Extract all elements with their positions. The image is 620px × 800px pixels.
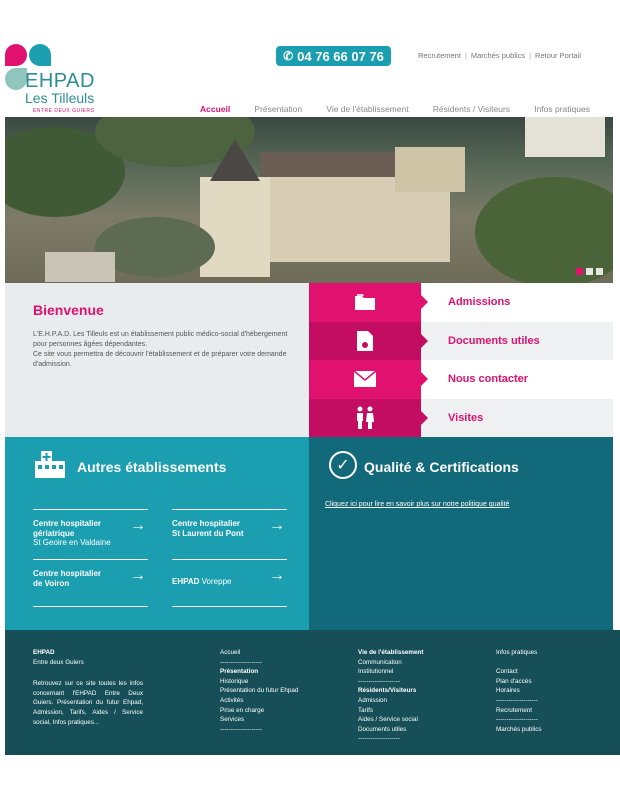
footer-separator: -------------------- [358,677,400,685]
arrow-shape [421,411,428,425]
footer-col-accueil [220,648,320,734]
visitors-icon [354,406,376,430]
document-icon [356,330,374,352]
qualite-section [309,437,613,630]
welcome-text-1: L'E.H.P.A.D. Les Tilleuls est un établissement public médico-social d'hébergement pour personnes âgées dépendantes. [33,331,288,348]
arrow-right-icon: → [269,567,285,584]
footer-link[interactable]: Services [220,716,245,724]
etab-name: Centre hospitalier [172,519,241,528]
arrow-shape [421,295,428,309]
separator: | [529,51,532,60]
etab-location: Voreppe [201,577,232,586]
etab-name: EHPAD [172,577,200,586]
footer-spacer [496,658,596,668]
etab-link-st-laurent[interactable] [172,509,287,557]
nav-residents-visiteurs[interactable]: Résidents / Visiteurs [432,104,511,114]
separator: | [464,51,467,60]
slide-dot[interactable] [596,268,603,275]
autres-etablissements-section [5,437,309,630]
quick-link-contact[interactable] [309,360,613,399]
logo-petal-icon [5,68,27,90]
footer-link[interactable]: Admission [358,696,388,704]
quick-link-icon-box [309,360,421,399]
etab-location: St Laurent du Pont [172,528,244,538]
logo[interactable] [5,44,115,116]
etab-name: Centre hospitalier gériatrique [33,519,102,538]
footer-link[interactable]: Tarifs [358,706,374,714]
logo-title: EHPAD [25,70,95,92]
footer-description: Retrouvez sur ce site toutes les infos concernant l'EHPAD Entre Deux Guiers. Présentation du futur Ehpad, Admission, Tarifs, Aides / Service social, Infos pratiques... [33,680,143,726]
nav-accueil[interactable]: Accueil [200,104,231,114]
footer-link[interactable]: Horaires [496,687,520,695]
footer-link[interactable]: Présentation du futur Ehpad [220,687,299,695]
footer-link[interactable]: Accueil [220,649,241,656]
top-link-portail[interactable]: Retour Portail [535,51,581,60]
quick-link-icon-box [309,399,421,438]
footer-link[interactable]: Aides / Service social [358,716,418,724]
main-nav [200,104,590,114]
footer-separator: -------------------- [220,658,262,666]
footer-title: EHPAD [33,649,55,656]
nav-presentation[interactable]: Présentation [254,104,303,114]
hero-image [5,117,613,283]
quick-link-visites[interactable] [309,399,613,438]
welcome-title: Bienvenue [33,302,104,318]
footer-col-infos [496,648,596,734]
qualite-title: Qualité & Certifications [364,459,519,475]
divider [172,606,287,607]
footer-link[interactable]: Recrutement [496,706,533,714]
footer-link[interactable]: Infos pratiques [496,649,538,656]
nav-infos-pratiques[interactable]: Infos pratiques [534,104,590,114]
etab-link-st-geoire[interactable] [33,509,148,557]
quick-link-icon-box [309,322,421,361]
arrow-shape [421,334,428,348]
footer-separator: -------------------- [496,696,538,704]
phone-button[interactable] [276,46,391,66]
etab-location: St Geoire en Valdaine [33,538,111,547]
footer-link[interactable]: Institutionnel [358,668,394,676]
phone-icon: ✆ [283,49,294,63]
arrow-right-icon: → [130,517,146,534]
footer-link[interactable]: Contact [496,668,518,676]
quick-link-icon-box [309,283,421,322]
welcome-section [5,283,309,437]
quick-link-label: Visites [421,399,613,438]
etab-link-voreppe[interactable] [172,559,287,607]
phone-number: 04 76 66 07 76 [297,48,384,64]
quick-link-label: Admissions [421,283,613,322]
footer-link[interactable]: Vie de l'établissement [358,649,424,656]
footer-link[interactable]: Communication [358,658,402,666]
footer-separator: -------------------- [496,716,538,724]
footer-link[interactable]: Activités [220,696,244,704]
quick-link-documents[interactable] [309,322,613,361]
envelope-icon [353,370,377,388]
logo-petal-icon [29,44,51,66]
top-link-recrutement[interactable]: Recrutement [418,51,461,60]
etab-text [172,519,260,538]
footer-separator: -------------------- [220,725,262,733]
footer-subtitle: Entre deux Guiers [33,658,84,666]
etab-location: de Voiron [33,578,70,588]
etab-text [172,577,260,587]
etab-link-voiron[interactable] [33,559,148,607]
logo-subtitle: Les Tilleuls [25,90,95,106]
top-links [418,51,581,60]
footer-link[interactable]: Plan d'accès [496,677,532,685]
hospital-icon [33,449,67,479]
slide-dot[interactable] [586,268,593,275]
welcome-text [33,330,288,370]
qualite-link[interactable]: Cliquez ici pour lire en savoir plus sur notre politique qualité [325,501,510,508]
folder-icon [354,293,376,311]
quick-links [309,283,613,437]
footer-col-about [33,648,143,727]
slide-dot[interactable] [576,268,583,275]
arrow-right-icon: → [269,517,285,534]
arrow-right-icon: → [130,567,146,584]
etab-text [33,569,121,588]
slider-dots[interactable] [576,268,603,275]
quick-link-label: Documents utiles [421,322,613,361]
etab-text [33,519,121,548]
logo-petal-icon [5,44,27,66]
footer-link[interactable]: Documents utiles [358,725,407,733]
logo-tagline: ENTRE DEUX GUIERS [33,108,95,114]
welcome-text-2: Ce site vous permettra de découvrir l'établissement et de préparer votre demande d'admission. [33,351,287,368]
top-link-marches[interactable]: Marchés publics [470,51,526,60]
footer-link[interactable]: Présentation [220,668,259,676]
footer-link[interactable]: Résidents/Visiteurs [358,687,417,695]
footer-link[interactable]: Historique [220,677,249,685]
nav-vie-etablissement[interactable]: Vie de l'établissement [326,104,409,114]
arrow-shape [421,372,428,386]
autres-title: Autres établissements [77,459,227,475]
quick-link-admissions[interactable] [309,283,613,322]
etab-name: Centre hospitalier [33,569,102,578]
footer [5,630,620,755]
certificate-check-icon: ✓ [329,451,357,479]
footer-link[interactable]: Prise en charge [220,706,265,714]
divider [33,606,148,607]
footer-col-vie [358,648,458,744]
quick-link-label: Nous contacter [421,360,613,399]
footer-separator: -------------------- [358,735,400,743]
footer-link[interactable]: Marchés publics [496,725,542,733]
